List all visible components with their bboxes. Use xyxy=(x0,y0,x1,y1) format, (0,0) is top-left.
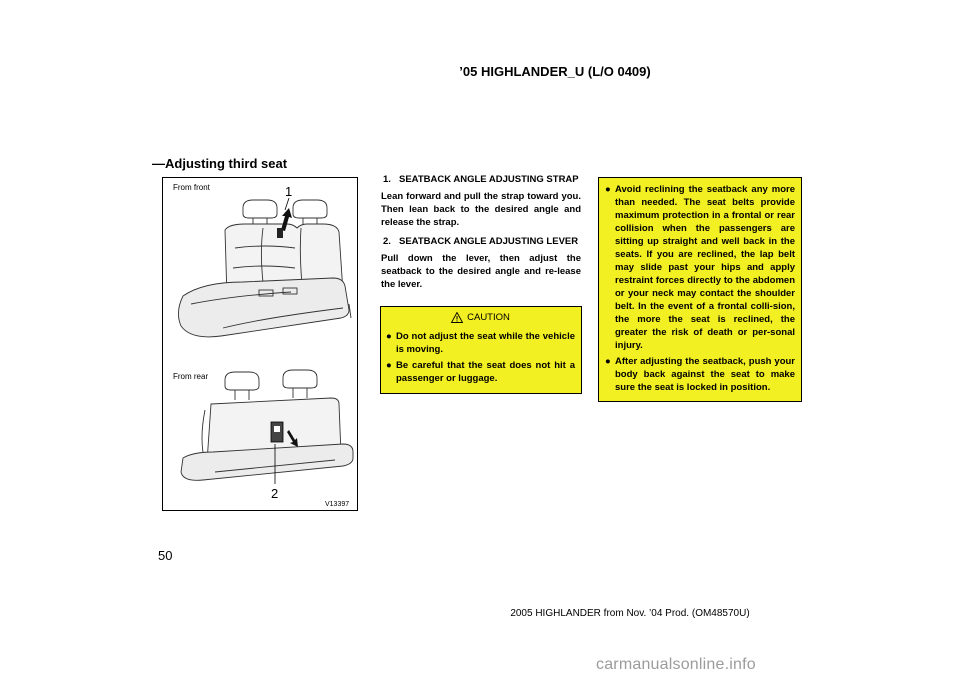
page-number: 50 xyxy=(158,548,173,563)
seat-rear-view xyxy=(181,370,353,480)
step-1-heading xyxy=(381,173,581,186)
warning-item: ● Avoid reclining the seatback any more than needed. The seat belts provide maximum protection in a frontal or rear collision when the passengers are sitting up straight and well back in the seats. If you are reclined, the lap belt may slide past your hips and apply restraint forces directly to the abdomen or your neck may contact the shoulder belt. In the event of a frontal colli-sion, the more the seat is reclined, the greater the risk of death or per-sonal injury. xyxy=(605,184,795,351)
figure-label-rear: From rear xyxy=(173,372,209,381)
warning-box xyxy=(598,177,802,402)
document-header: ’05 HIGHLANDER_U (L/O 0409) xyxy=(459,64,651,79)
step-1-text: Lean forward and pull the strap toward you. Then lean back to the desired angle and release the strap. xyxy=(381,191,581,228)
step-1-title: SEATBACK ANGLE ADJUSTING STRAP xyxy=(399,174,579,185)
caution-box xyxy=(380,306,582,394)
footer-text: 2005 HIGHLANDER from Nov. ’04 Prod. (OM48570U) xyxy=(510,608,750,619)
step-2-title: SEATBACK ANGLE ADJUSTING LEVER xyxy=(399,236,579,247)
caution-item: ● Be careful that the seat does not hit a passenger or luggage. xyxy=(386,360,575,384)
caution-header xyxy=(386,311,575,324)
caution-item: ● Do not adjust the seat while the vehicle is moving. xyxy=(386,331,575,355)
seat-illustration xyxy=(162,177,358,511)
section-heading: —Adjusting third seat xyxy=(152,156,288,171)
step-1-number: 1. xyxy=(383,174,391,185)
callout-1: 1 xyxy=(285,184,293,199)
warning-item: ● After adjusting the seatback, push your body back against the seat to make sure the seat is locked in position. xyxy=(605,356,795,393)
figure-code: V13397 xyxy=(325,501,350,508)
bullet-icon: ● xyxy=(386,360,392,371)
step-2-number: 2. xyxy=(383,236,391,247)
watermark-link[interactable]: carmanualsonline.info xyxy=(596,656,756,673)
callout-2: 2 xyxy=(271,486,279,501)
seat-front-view xyxy=(178,200,351,337)
bullet-icon: ● xyxy=(386,331,392,342)
step-2-text: Pull down the lever, then adjust the seatback to the desired angle and re-lease the lever. xyxy=(381,253,581,290)
warning-triangle-icon xyxy=(451,312,463,323)
caution-title: CAUTION xyxy=(467,312,510,323)
step-2-heading xyxy=(381,235,581,248)
bullet-icon: ● xyxy=(605,356,611,367)
instructions-column xyxy=(381,173,581,297)
figure-label-front: From front xyxy=(173,183,210,192)
bullet-icon: ● xyxy=(605,184,611,195)
